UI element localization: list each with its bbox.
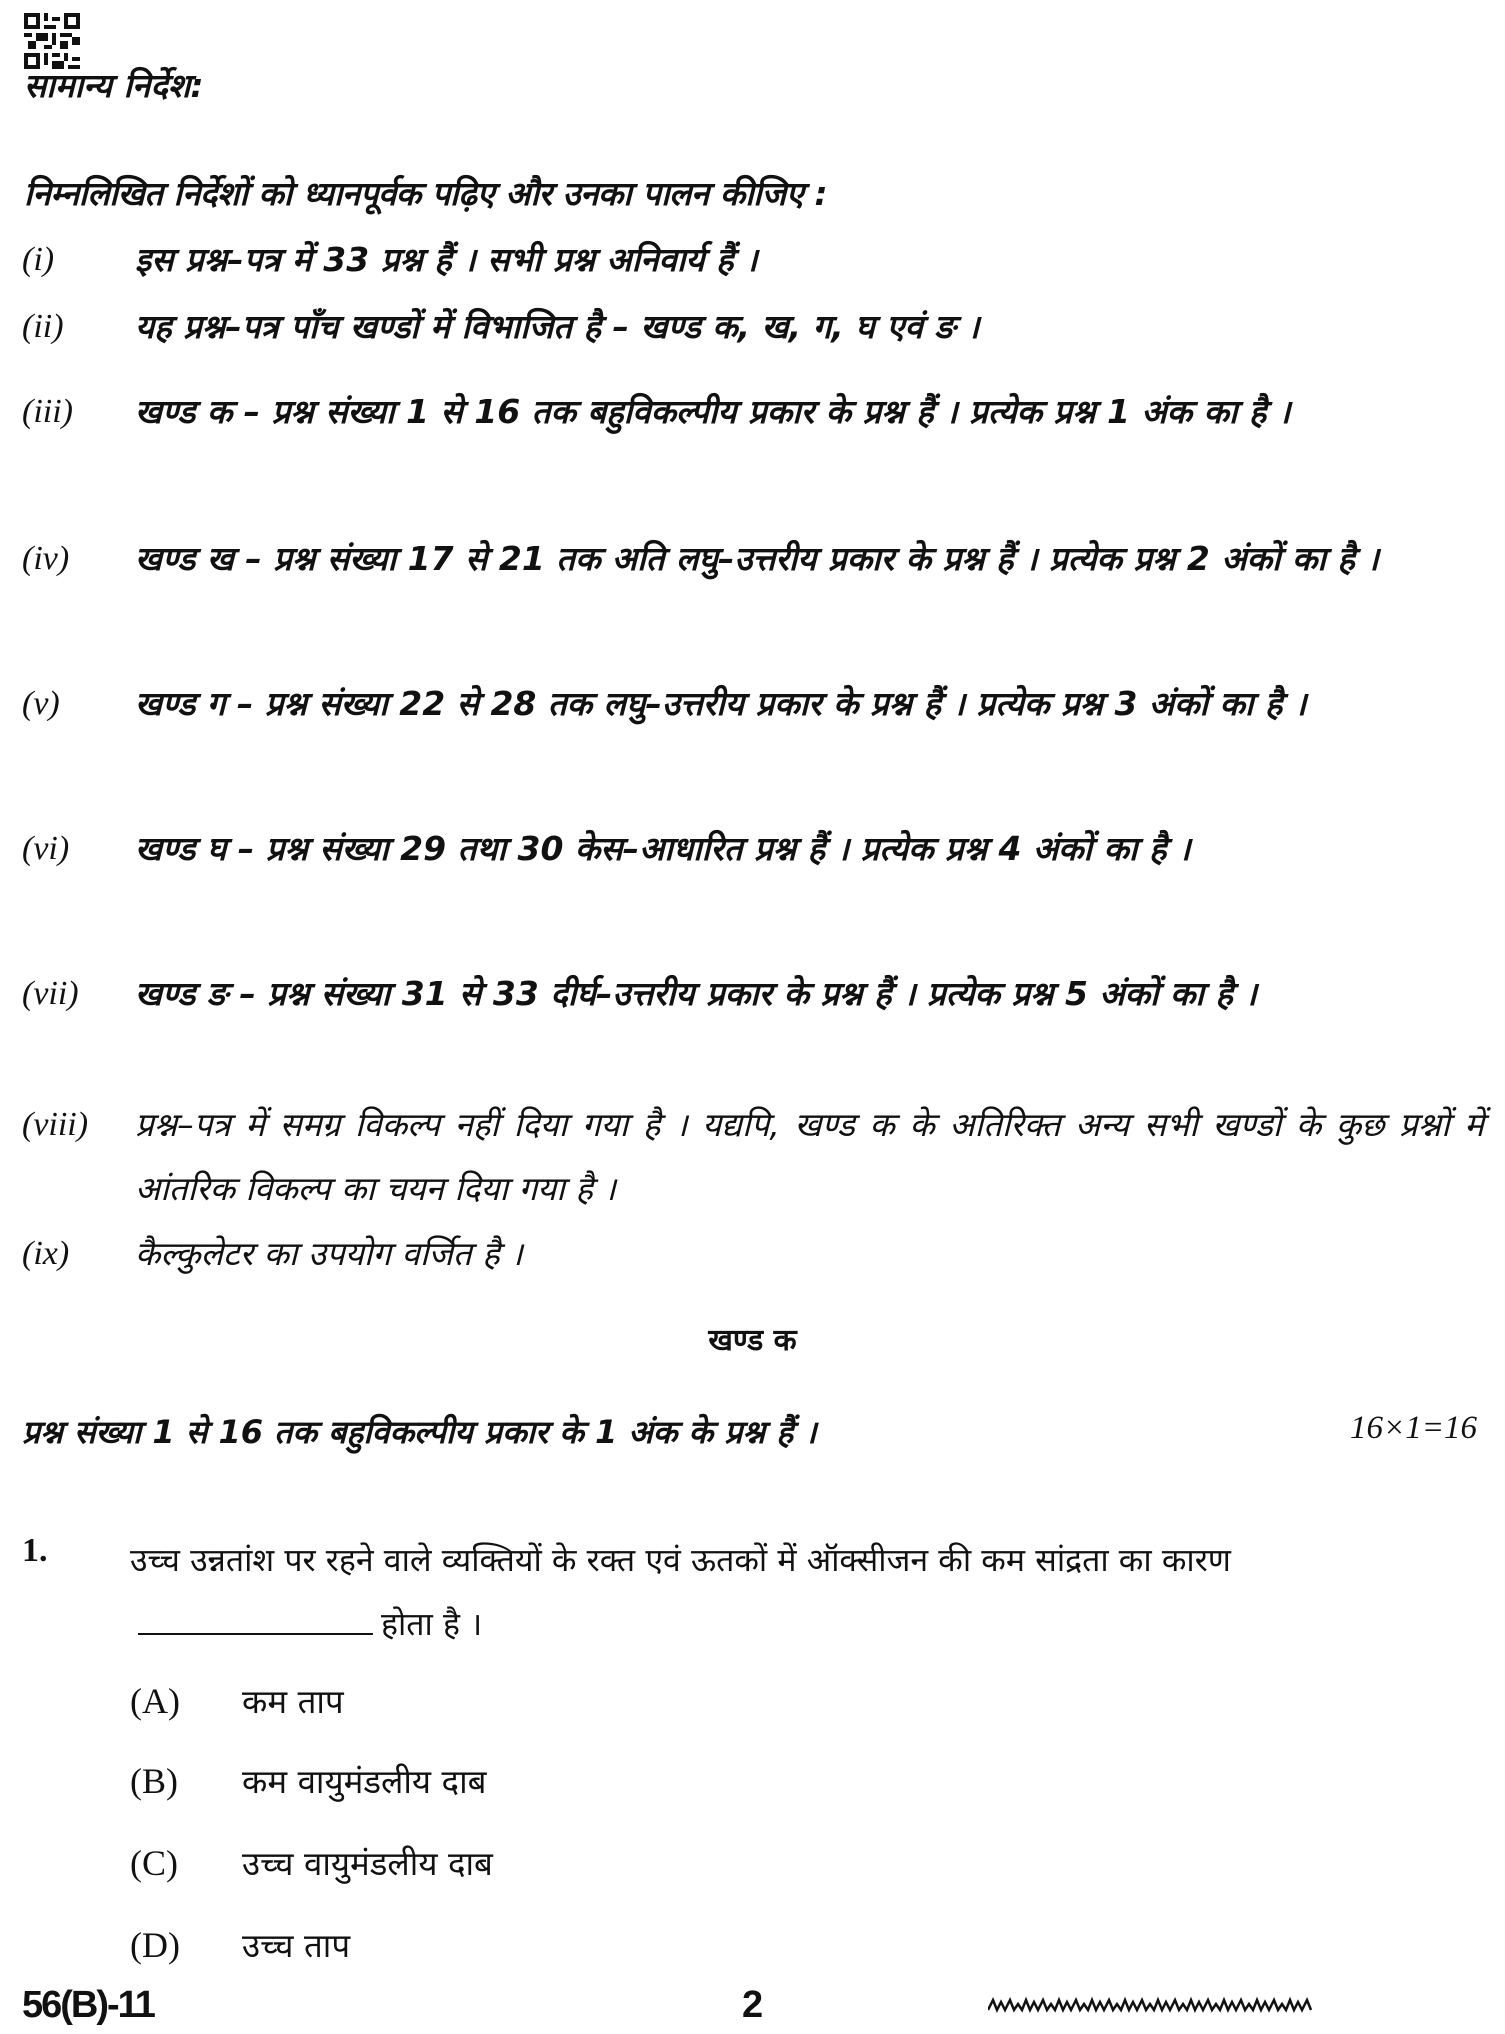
option-d [130, 1922, 350, 1967]
instruction-number: (iv) [22, 540, 70, 577]
section-title: खण्ड क [708, 1323, 797, 1358]
instruction-text: खण्ड ग – प्रश्न संख्या 22 से 28 तक लघु–उत्तरीय प्रकार के प्रश्न हैं । प्रत्येक प्रश्न 3 अंकों का है । [135, 684, 1307, 723]
instruction-text: खण्ड ङ – प्रश्न संख्या 31 से 33 दीर्घ–उत्तरीय प्रकार के प्रश्न हैं । प्रत्येक प्रश्न 5 अंकों का है । [135, 974, 1257, 1013]
option-label: (A) [130, 1681, 180, 1721]
option-label: (B) [130, 1761, 178, 1801]
option-b [130, 1758, 486, 1803]
instruction-item [22, 295, 1484, 359]
option-text: कम वायुमंडलीय दाब [242, 1762, 487, 1801]
instruction-item [22, 228, 1484, 292]
instruction-item [22, 817, 1484, 881]
instruction-number: (iii) [22, 393, 73, 430]
instruction-text: खण्ड ख – प्रश्न संख्या 17 से 21 तक अति लघु–उत्तरीय प्रकार के प्रश्न हैं । प्रत्येक प्रश्न 2 अंकों का है । [135, 539, 1379, 578]
instruction-item [22, 962, 1484, 1026]
general-instructions-heading: सामान्य निर्देश: [24, 66, 204, 105]
section-marks: 16×1=16 [1349, 1410, 1477, 1446]
option-text: उच्च वायुमंडलीय दाब [242, 1844, 493, 1883]
instruction-text: प्रश्न–पत्र में समग्र विकल्प नहीं दिया गया है । यद्यपि, खण्ड क के अतिरिक्त अन्य सभी खण्डों के कुछ प्रश्नों में आंतरिक विकल्प का चयन दिया गया है । [135, 1105, 1484, 1208]
instruction-item [22, 1093, 1484, 1221]
option-label: (D) [130, 1925, 180, 1965]
instruction-text: खण्ड घ – प्रश्न संख्या 29 तथा 30 केस–आधारित प्रश्न हैं । प्रत्येक प्रश्न 4 अंकों का है । [135, 829, 1191, 868]
instruction-text: इस प्रश्न–पत्र में 33 प्रश्न हैं । सभी प्रश्न अनिवार्य हैं । [135, 240, 758, 279]
instruction-number: (viii) [22, 1106, 89, 1143]
fill-in-blank [138, 1607, 373, 1635]
instruction-item [22, 1222, 1484, 1286]
instruction-number: (ii) [22, 308, 64, 345]
instruction-item [22, 380, 1484, 444]
instruction-text: कैल्कुलेटर का उपयोग वर्जित है । [135, 1234, 523, 1273]
option-c [130, 1840, 493, 1885]
instruction-number: (i) [22, 241, 55, 278]
question-number: 1. [22, 1532, 48, 1569]
paper-code: 56(B)-11 [22, 1984, 154, 2026]
instruction-number: (ix) [22, 1235, 70, 1272]
option-text: कम ताप [242, 1682, 344, 1721]
section-intro: प्रश्न संख्या 1 से 16 तक बहुविकल्पीय प्रकार के 1 अंक के प्रश्न हैं । [22, 1413, 817, 1451]
wavy-line-icon [988, 1996, 1313, 2016]
qr-code-icon [24, 13, 80, 69]
instruction-number: (v) [22, 685, 60, 722]
instructions-intro: निम्नलिखित निर्देशों को ध्यानपूर्वक पढ़िए और उनका पालन कीजिए : [24, 174, 828, 213]
question-text-before-blank: उच्च उन्नतांश पर रहने वाले व्यक्तियों के रक्त एवं ऊतकों में ऑक्सीजन की कम सांद्रता का कारण [130, 1541, 1231, 1579]
instruction-text: यह प्रश्न–पत्र पाँच खण्डों में विभाजित है – खण्ड क, ख, ग, घ एवं ङ । [135, 307, 980, 346]
instruction-number: (vii) [22, 975, 79, 1012]
page-number: 2 [742, 1984, 764, 2026]
question-text-after-blank: होता है । [381, 1605, 483, 1643]
option-label: (C) [130, 1843, 178, 1883]
instruction-number: (vi) [22, 830, 70, 867]
instruction-item [22, 672, 1484, 736]
question-text [130, 1528, 1400, 1656]
instruction-item [22, 527, 1484, 591]
instruction-text: खण्ड क – प्रश्न संख्या 1 से 16 तक बहुविकल्पीय प्रकार के प्रश्न हैं । प्रत्येक प्रश्न 1 अंक का है । [135, 392, 1291, 431]
option-text: उच्च ताप [242, 1926, 351, 1965]
option-a [130, 1678, 344, 1723]
